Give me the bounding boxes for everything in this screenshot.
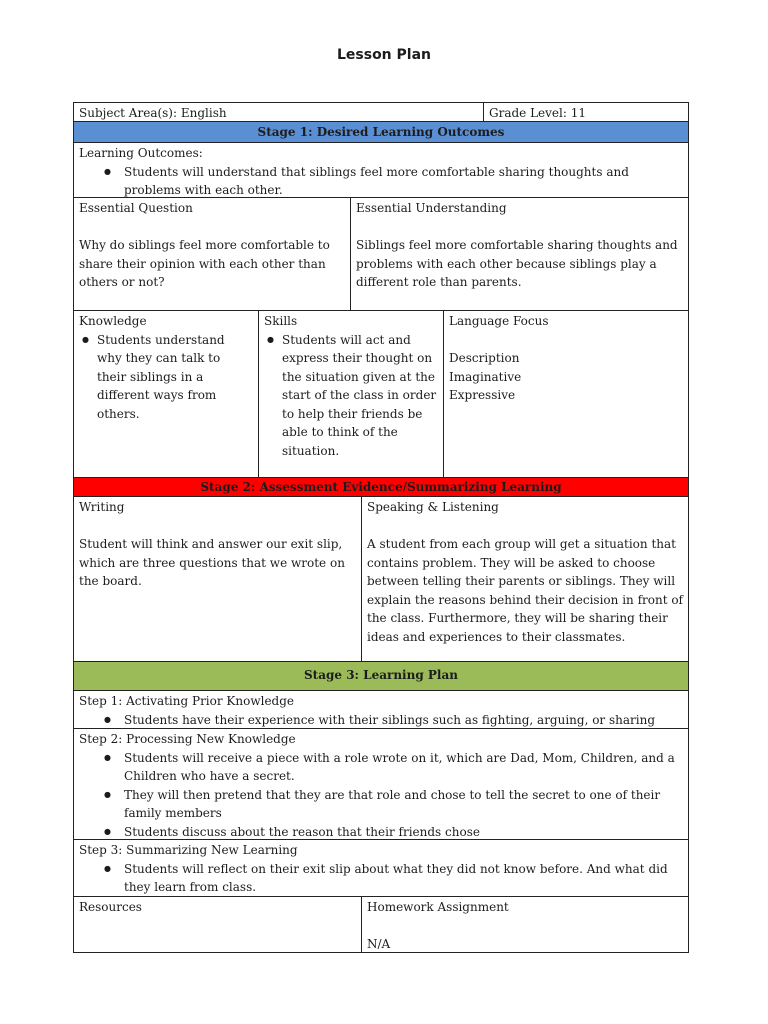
language-focus-cell [443, 310, 689, 478]
language-focus-item: Description [449, 351, 520, 365]
skills-cell [258, 310, 444, 478]
stage3-heading: Stage 3: Learning Plan [73, 661, 689, 691]
skills-label: Skills [264, 314, 298, 328]
language-focus-label: Language Focus [449, 314, 549, 328]
step3-item: ● Students will reflect on their exit slip about what they did not know before. And what did they learn from class. [79, 860, 683, 897]
step3-label: Step 3: Summarizing New Learning [79, 843, 298, 857]
lesson-plan-table [73, 102, 689, 953]
stage2-heading: Stage 2: Assessment Evidence/Summarizing Learning [73, 477, 689, 497]
step3-cell [73, 839, 689, 897]
step2-item: ● Students will receive a piece with a role wrote on it, which are Dad, Mom, Children, and a Children who have a secret. [79, 749, 683, 786]
grade-level-cell [483, 102, 689, 122]
subject-area: Subject Area(s): English [79, 106, 227, 120]
learning-outcome-item: ● Students will understand that siblings feel more comfortable sharing thoughts and problems with each other. [79, 163, 683, 199]
resources-cell [73, 896, 362, 953]
speaking-listening-cell [361, 496, 689, 662]
step2-item: ● They will then pretend that they are that role and chose to tell the secret to one of their family members [79, 786, 683, 823]
step1-cell [73, 690, 689, 729]
step2-label: Step 2: Processing New Knowledge [79, 732, 296, 746]
step1-item: ● Students have their experience with their siblings such as fighting, arguing, or sharing [79, 711, 683, 730]
essential-question-label: Essential Question [79, 201, 193, 215]
knowledge-label: Knowledge [79, 314, 147, 328]
speaking-listening-text: A student from each group will get a situation that contains problem. They will be asked to choose between telling their parents or siblings. They will explain the reasons behind their decision in front of the class. Furthermore, they will be sharing their ideas and experiences to their classmates. [367, 537, 684, 644]
homework-value: N/A [367, 937, 391, 951]
homework-cell [361, 896, 689, 953]
grade-level: Grade Level: 11 [489, 106, 586, 120]
skills-item: ● Students will act and express their thought on the situation given at the start of the class in order to help their friends be able to think of the situation. [264, 331, 438, 461]
step1-label: Step 1: Activating Prior Knowledge [79, 694, 295, 708]
essential-understanding-text: Siblings feel more comfortable sharing thoughts and problems with each other because siblings play a different role than parents. [356, 238, 678, 289]
essential-question-text: Why do siblings feel more comfortable to share their opinion with each other than others or not? [79, 238, 330, 289]
language-focus-item: Imaginative [449, 369, 522, 384]
resources-label: Resources [79, 900, 142, 914]
homework-label: Homework Assignment [367, 900, 509, 914]
writing-text: Student will think and answer our exit slip, which are three questions that we wrote on the board. [79, 537, 345, 588]
essential-question-cell [73, 197, 351, 311]
page-title: Lesson Plan [336, 47, 431, 63]
essential-understanding-cell [350, 197, 689, 311]
learning-outcomes-label: Learning Outcomes: [79, 146, 203, 160]
speaking-listening-label: Speaking & Listening [367, 500, 499, 514]
language-focus-item: Expressive [449, 388, 516, 402]
subject-area-cell [73, 102, 484, 122]
stage1-heading: Stage 1: Desired Learning Outcomes [73, 121, 689, 143]
writing-cell [73, 496, 362, 662]
writing-label: Writing [79, 500, 125, 514]
essential-understanding-label: Essential Understanding [356, 201, 507, 215]
knowledge-item: ● Students understand why they can talk to their siblings in a different ways from others. [79, 331, 253, 424]
knowledge-cell [73, 310, 259, 478]
learning-outcomes-cell [73, 142, 689, 198]
step2-cell [73, 728, 689, 840]
step2-item: ● Students discuss about the reason that their friends chose [79, 823, 683, 841]
